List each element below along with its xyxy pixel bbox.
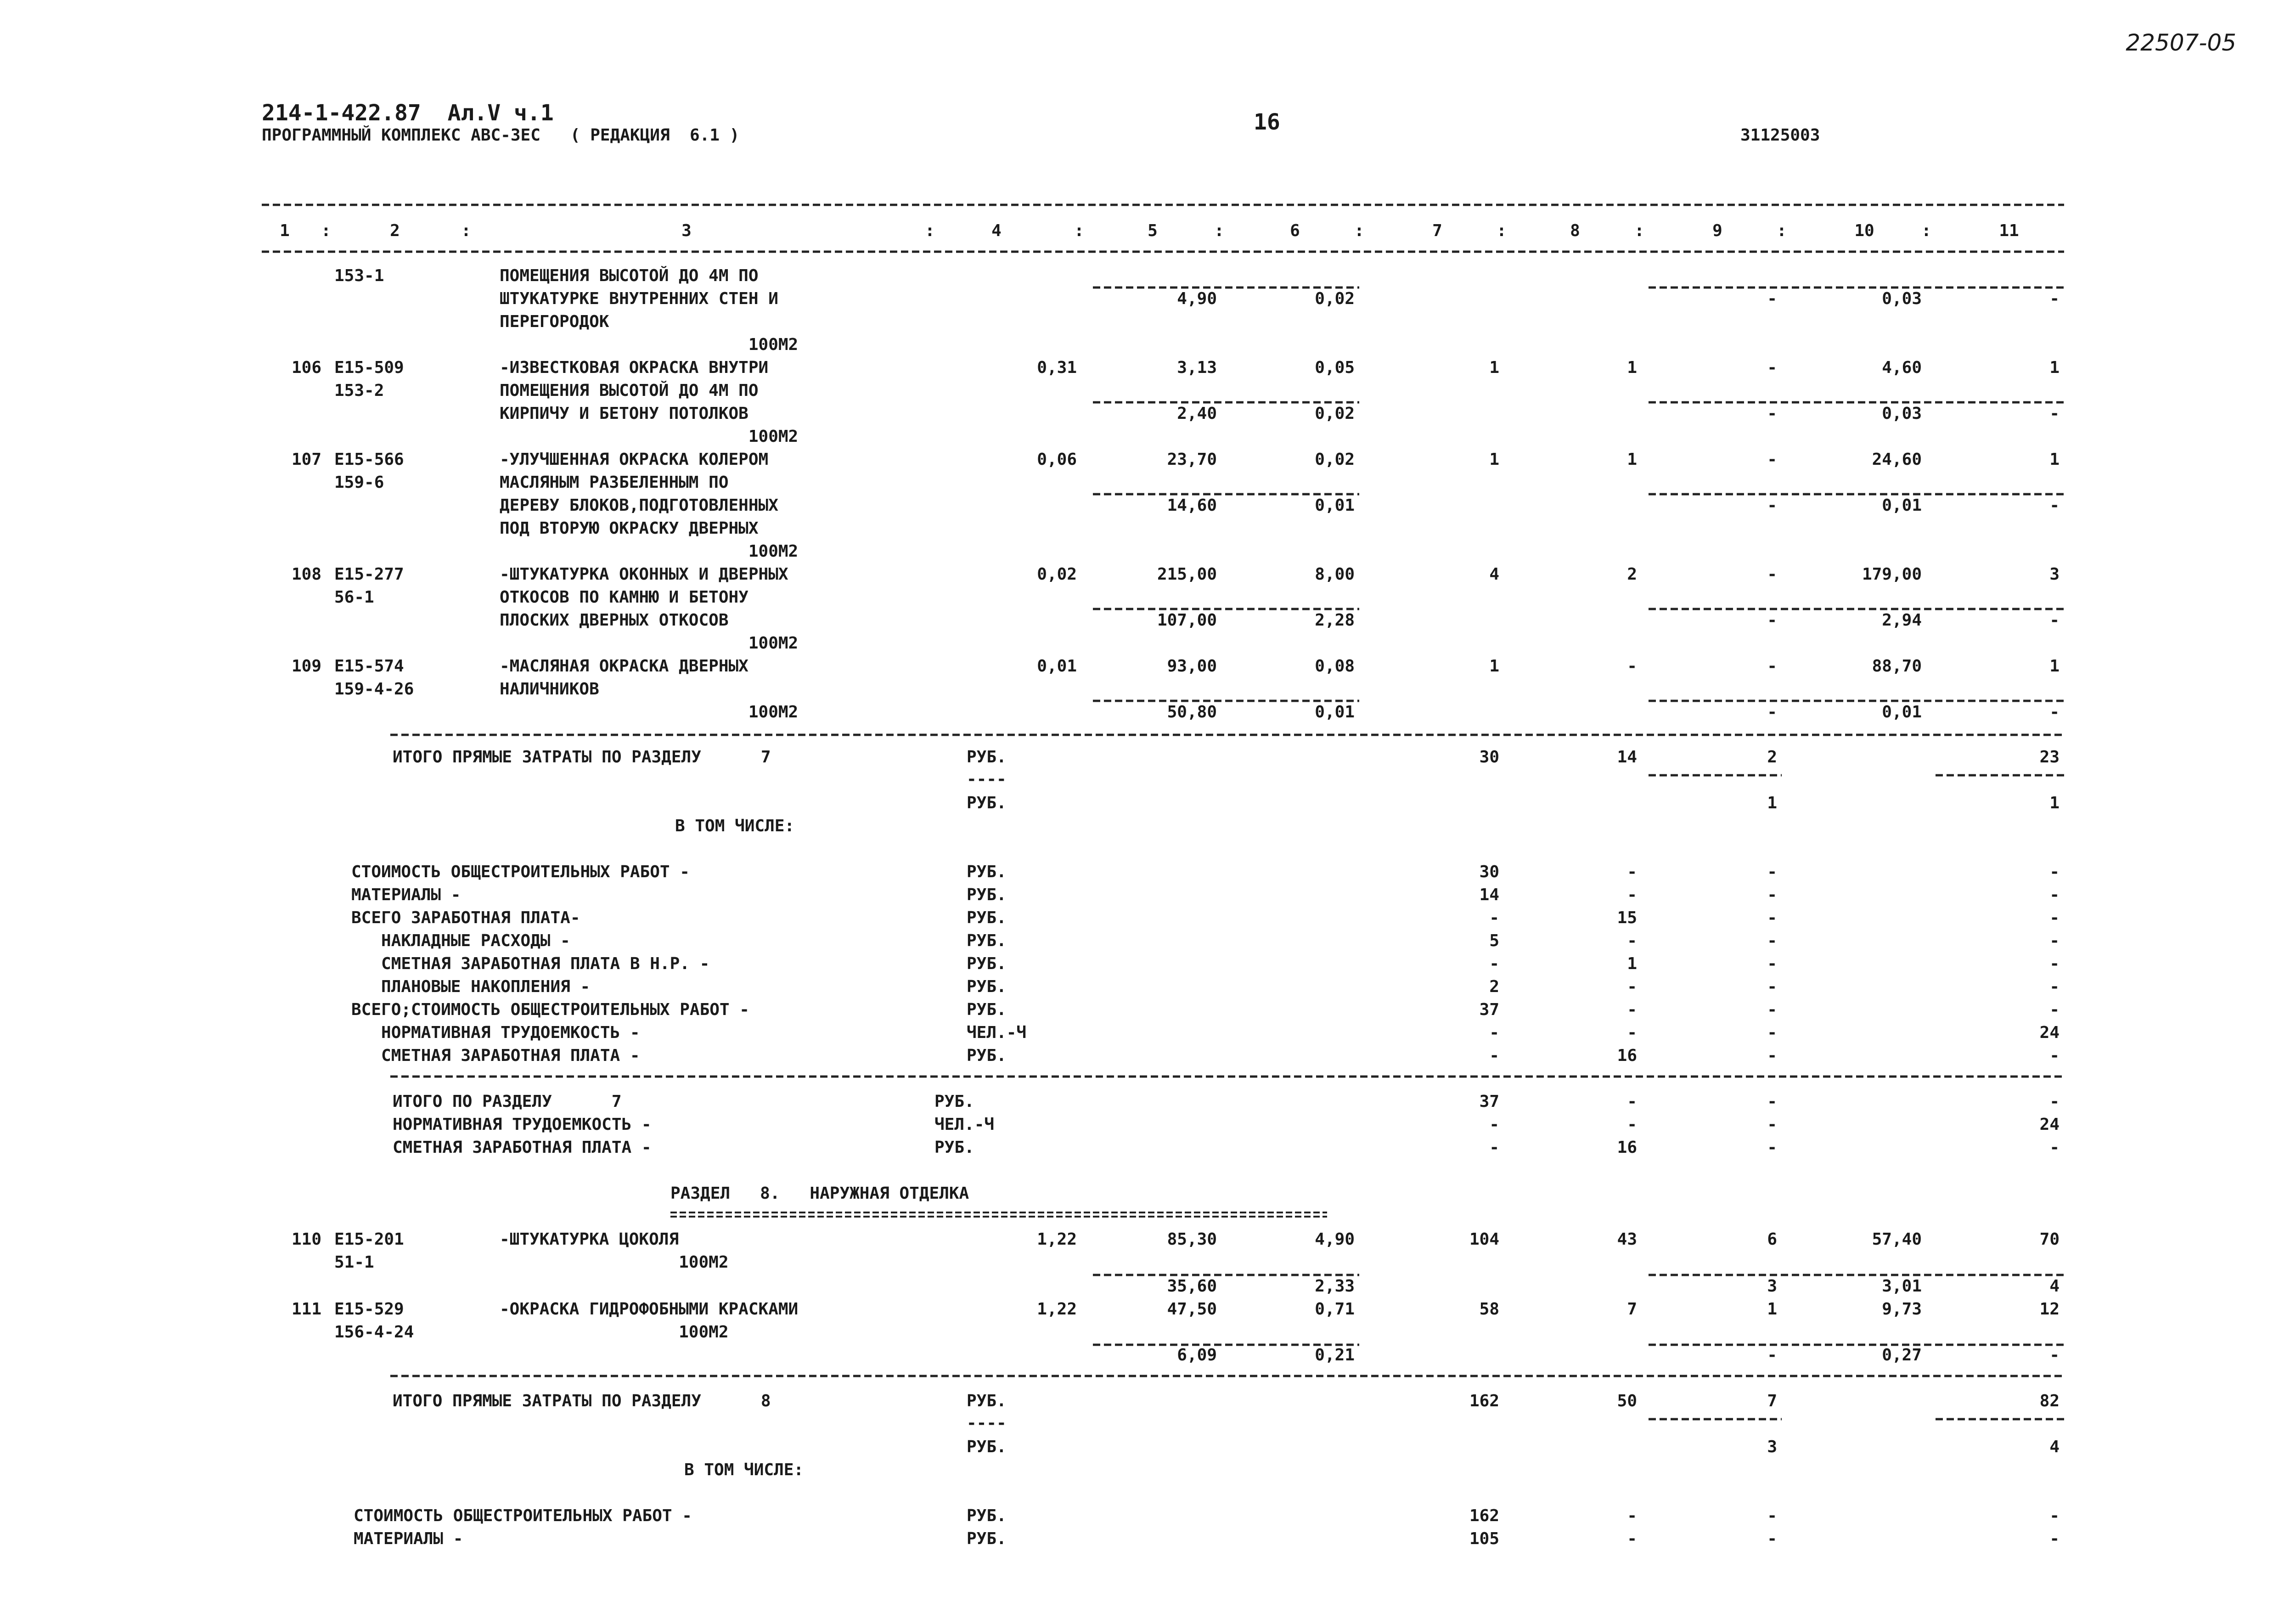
breakdown-c7: -	[1489, 1046, 1499, 1065]
breakdown-c11: 24	[2039, 1023, 2060, 1042]
column-header-7: 7	[1432, 221, 1442, 240]
table-row-c11: -	[2049, 496, 2060, 515]
column-separator: :	[1921, 221, 1931, 240]
table-row-c6: 0,05	[1315, 358, 1355, 377]
table-row-c6: 2,33	[1315, 1277, 1355, 1296]
breakdown-c11: -	[2049, 954, 2060, 973]
breakdown-c9: -	[1767, 1000, 1777, 1019]
table-row-number: 107	[291, 450, 321, 469]
breakdown-c8: -	[1627, 931, 1637, 950]
breakdown-c11: -	[2049, 931, 2060, 950]
table-row-description: -УЛУЧШЕННАЯ ОКРАСКА КОЛЕРОМ	[500, 450, 769, 469]
table-row-c9: 3	[1767, 1277, 1777, 1296]
table-row-c10: 0,27	[1882, 1346, 1922, 1365]
column-header-2: 2	[390, 221, 400, 240]
handwritten-code: 22507-05	[2126, 29, 2236, 56]
breakdown-label: СМЕТНАЯ ЗАРАБОТНАЯ ПЛАТА -	[351, 1046, 640, 1065]
table-row-c8: -	[1627, 657, 1637, 676]
table-row-c6: 0,08	[1315, 657, 1355, 676]
column-separator: :	[1354, 221, 1364, 240]
column-header-5: 5	[1148, 221, 1158, 240]
table-row-description: ПЛОСКИХ ДВЕРНЫХ ОТКОСОВ	[500, 611, 729, 630]
table-row-c10: 9,73	[1882, 1300, 1922, 1319]
including-label: В ТОМ ЧИСЛЕ:	[684, 1460, 804, 1479]
breakdown-c7: -	[1489, 908, 1499, 927]
breakdown-c7: 162	[1469, 1506, 1499, 1525]
table-row-c11: 1	[2049, 657, 2060, 676]
unit: РУБ.	[967, 1046, 1007, 1065]
section-title: РАЗДЕЛ 8. НАРУЖНАЯ ОТДЕЛКА	[670, 1184, 969, 1203]
table-row-code: 159-4-26	[334, 680, 414, 699]
table-row-code: 51-1	[334, 1253, 374, 1272]
column-separator: :	[1777, 221, 1787, 240]
table-row-c8: 2	[1627, 565, 1637, 584]
table-row-number: 110	[291, 1230, 321, 1249]
section-total-c11: 24	[2039, 1115, 2060, 1134]
unit: ЧЕЛ.-Ч	[934, 1115, 995, 1134]
table-row-c6: 2,28	[1315, 611, 1355, 630]
breakdown-c7: 2	[1489, 977, 1499, 996]
total-c7: 162	[1469, 1392, 1499, 1410]
section-total-c9: -	[1767, 1115, 1777, 1134]
total-c7: 30	[1479, 748, 1499, 767]
table-row-c6: 0,21	[1315, 1346, 1355, 1365]
table-row-c7: 104	[1469, 1230, 1499, 1249]
column-header-11: 11	[1999, 221, 2019, 240]
unit: РУБ.	[967, 885, 1007, 904]
table-row-c9: -	[1767, 1346, 1777, 1365]
table-row-c4: 1,22	[1037, 1230, 1077, 1249]
section-total-c11: -	[2049, 1138, 2060, 1157]
breakdown-c9: -	[1767, 954, 1777, 973]
table-row-code: 159-6	[334, 473, 384, 492]
breakdown-c7: 105	[1469, 1529, 1499, 1548]
table-row-description: -ШТУКАТУРКА ЦОКОЛЯ	[500, 1230, 679, 1249]
table-row-c5: 215,00	[1157, 565, 1217, 584]
breakdown-c11: -	[2049, 1529, 2060, 1548]
table-row-description: ПЕРЕГОРОДОК	[500, 312, 609, 331]
table-row-c5: 85,30	[1167, 1230, 1217, 1249]
breakdown-c8: 1	[1627, 954, 1637, 973]
including-label: В ТОМ ЧИСЛЕ:	[675, 817, 795, 835]
breakdown-c7: 5	[1489, 931, 1499, 950]
breakdown-c7: 37	[1479, 1000, 1499, 1019]
table-row-c7: 1	[1489, 358, 1499, 377]
section-total-c7: 37	[1479, 1092, 1499, 1111]
table-row-c7: 4	[1489, 565, 1499, 584]
table-row-number: 111	[291, 1300, 321, 1319]
table-row-description: МАСЛЯНЫМ РАЗБЕЛЕННЫМ ПО	[500, 473, 729, 492]
unit: РУБ.	[967, 863, 1007, 881]
table-row-c8: 1	[1627, 450, 1637, 469]
table-row-description: 100М2	[500, 1323, 729, 1342]
table-row-code: 56-1	[334, 588, 374, 607]
unit-dash: ----	[967, 770, 1007, 789]
table-row-c5: 50,80	[1167, 703, 1217, 722]
breakdown-c8: -	[1627, 1529, 1637, 1548]
table-row-c6: 4,90	[1315, 1230, 1355, 1249]
table-row-c9: -	[1767, 289, 1777, 308]
unit: ЧЕЛ.-Ч	[967, 1023, 1027, 1042]
column-separator: :	[461, 221, 471, 240]
table-row-c6: 0,02	[1315, 289, 1355, 308]
section-total-c8: 16	[1617, 1138, 1637, 1157]
column-separator: :	[1074, 221, 1084, 240]
table-row-c4: 0,02	[1037, 565, 1077, 584]
section-total-c9: -	[1767, 1138, 1777, 1157]
section-total-label: НОРМАТИВНАЯ ТРУДОЕМКОСТЬ -	[393, 1115, 652, 1134]
table-row-code: Е15-566	[334, 450, 404, 469]
unit: РУБ.	[934, 1138, 974, 1157]
table-row-c9: -	[1767, 496, 1777, 515]
table-row-c6: 0,01	[1315, 703, 1355, 722]
breakdown-c8: 16	[1617, 1046, 1637, 1065]
table-row-c5: 93,00	[1167, 657, 1217, 676]
table-row-c11: 4	[2049, 1277, 2060, 1296]
table-row-c10: 0,03	[1882, 289, 1922, 308]
table-row-description: КИРПИЧУ И БЕТОНУ ПОТОЛКОВ	[500, 404, 748, 423]
column-header-4: 4	[991, 221, 1002, 240]
breakdown-c8: -	[1627, 1506, 1637, 1525]
total-c8: 14	[1617, 748, 1637, 767]
breakdown-label: ПЛАНОВЫЕ НАКОПЛЕНИЯ -	[351, 977, 591, 996]
table-row-description: -ОКРАСКА ГИДРОФОБНЫМИ КРАСКАМИ	[500, 1300, 799, 1319]
breakdown-label: СМЕТНАЯ ЗАРАБОТНАЯ ПЛАТА В Н.Р. -	[351, 954, 710, 973]
table-row-c6: 8,00	[1315, 565, 1355, 584]
table-row-description: 100М2	[500, 1253, 729, 1272]
section-total-label: ИТОГО ПО РАЗДЕЛУ 7	[393, 1092, 622, 1111]
unit: РУБ.	[967, 1000, 1007, 1019]
table-row-description: ПОМЕЩЕНИЯ ВЫСОТОЙ ДО 4М ПО	[500, 381, 759, 400]
table-row-c8: 43	[1617, 1230, 1637, 1249]
table-row-c6: 0,02	[1315, 404, 1355, 423]
breakdown-c11: -	[2049, 977, 2060, 996]
table-row-c11: 3	[2049, 565, 2060, 584]
table-row-c5: 107,00	[1157, 611, 1217, 630]
unit: РУБ.	[967, 908, 1007, 927]
column-separator: :	[1634, 221, 1644, 240]
table-row-c11: 70	[2039, 1230, 2060, 1249]
total-c11: 23	[2039, 748, 2060, 767]
table-row-code: Е15-509	[334, 358, 404, 377]
table-row-number: 108	[291, 565, 321, 584]
section-total-c7: -	[1489, 1138, 1499, 1157]
breakdown-c7: 14	[1479, 885, 1499, 904]
table-row-c5: 2,40	[1177, 404, 1217, 423]
table-row-number: 106	[291, 358, 321, 377]
total-c9: 2	[1767, 748, 1777, 767]
table-row-code: 156-4-24	[334, 1323, 414, 1342]
program-title: ПРОГРАММНЫЙ КОМПЛЕКС АВС-3ЕС ( РЕДАКЦИЯ 6.1 )	[262, 126, 740, 145]
column-header-9: 9	[1712, 221, 1722, 240]
table-row-description: 100М2	[500, 542, 799, 561]
breakdown-label: НАКЛАДНЫЕ РАСХОДЫ -	[351, 931, 570, 950]
breakdown-c7: -	[1489, 954, 1499, 973]
table-row-c5: 3,13	[1177, 358, 1217, 377]
column-separator: :	[925, 221, 935, 240]
unit: РУБ.	[967, 1506, 1007, 1525]
table-row-c10: 57,40	[1872, 1230, 1922, 1249]
table-row-c6: 0,01	[1315, 496, 1355, 515]
column-header-6: 6	[1290, 221, 1300, 240]
table-row-c11: -	[2049, 404, 2060, 423]
table-row-c10: 0,01	[1882, 496, 1922, 515]
breakdown-c7: 30	[1479, 863, 1499, 881]
table-row-c5: 6,09	[1177, 1346, 1217, 1365]
table-row-description: ПОД ВТОРУЮ ОКРАСКУ ДВЕРНЫХ	[500, 519, 759, 538]
column-header-8: 8	[1570, 221, 1580, 240]
page-number: 16	[1254, 109, 1280, 135]
column-separator: :	[1497, 221, 1507, 240]
section-total-label: СМЕТНАЯ ЗАРАБОТНАЯ ПЛАТА -	[393, 1138, 652, 1157]
table-row-description: ПОМЕЩЕНИЯ ВЫСОТОЙ ДО 4М ПО	[500, 266, 759, 285]
table-row-c6: 0,71	[1315, 1300, 1355, 1319]
section-total-c11: -	[2049, 1092, 2060, 1111]
breakdown-c9: -	[1767, 863, 1777, 881]
breakdown-c8: 15	[1617, 908, 1637, 927]
breakdown-c9: -	[1767, 1529, 1777, 1548]
breakdown-c8: -	[1627, 1000, 1637, 1019]
table-row-c10: 0,01	[1882, 703, 1922, 722]
breakdown-c8: -	[1627, 977, 1637, 996]
table-row-c9: -	[1767, 611, 1777, 630]
section-total-c7: -	[1489, 1115, 1499, 1134]
table-row-c9: -	[1767, 450, 1777, 469]
table-row-c11: -	[2049, 611, 2060, 630]
table-row-description: ШТУКАТУРКЕ ВНУТРЕННИХ СТЕН И	[500, 289, 778, 308]
section-total-c8: -	[1627, 1092, 1637, 1111]
table-row-description: 100М2	[500, 703, 799, 722]
table-row-c6: 0,02	[1315, 450, 1355, 469]
unit: РУБ.	[967, 794, 1007, 812]
table-row-description: -ШТУКАТУРКА ОКОННЫХ И ДВЕРНЫХ	[500, 565, 788, 584]
table-row-c10: 4,60	[1882, 358, 1922, 377]
table-row-description: ДЕРЕВУ БЛОКОВ,ПОДГОТОВЛЕННЫХ	[500, 496, 778, 515]
total-c11: 82	[2039, 1392, 2060, 1410]
table-row-c5: 4,90	[1177, 289, 1217, 308]
breakdown-c9: -	[1767, 1506, 1777, 1525]
breakdown-c9: -	[1767, 1046, 1777, 1065]
breakdown-label: СТОИМОСТЬ ОБЩЕСТРОИТЕЛЬНЫХ РАБОТ -	[351, 863, 690, 881]
unit: РУБ.	[934, 1092, 974, 1111]
total-c11-extra: 4	[2049, 1438, 2060, 1456]
table-row-c4: 0,06	[1037, 450, 1077, 469]
table-row-description: НАЛИЧНИКОВ	[500, 680, 599, 699]
total-c11-extra: 1	[2049, 794, 2060, 812]
table-row-code: Е15-201	[334, 1230, 404, 1249]
total-c9: 7	[1767, 1392, 1777, 1410]
table-row-c5: 23,70	[1167, 450, 1217, 469]
table-row-description: ОТКОСОВ ПО КАМНЮ И БЕТОНУ	[500, 588, 748, 607]
unit: РУБ.	[967, 1529, 1007, 1548]
table-row-description: 100М2	[500, 427, 799, 446]
table-row-c11: 1	[2049, 358, 2060, 377]
unit: РУБ.	[967, 1392, 1007, 1410]
table-row-c11: 12	[2039, 1300, 2060, 1319]
table-row-c10: 24,60	[1872, 450, 1922, 469]
breakdown-c9: -	[1767, 977, 1777, 996]
breakdown-c9: -	[1767, 931, 1777, 950]
table-row-c9: -	[1767, 565, 1777, 584]
total-c8: 50	[1617, 1392, 1637, 1410]
breakdown-c9: -	[1767, 1023, 1777, 1042]
breakdown-c7: -	[1489, 1023, 1499, 1042]
table-row-c11: -	[2049, 1346, 2060, 1365]
unit: РУБ.	[967, 954, 1007, 973]
table-row-c10: 3,01	[1882, 1277, 1922, 1296]
breakdown-label: ВСЕГО ЗАРАБОТНАЯ ПЛАТА-	[351, 908, 580, 927]
unit: РУБ.	[967, 748, 1007, 767]
table-row-c10: 2,94	[1882, 611, 1922, 630]
table-row-c4: 1,22	[1037, 1300, 1077, 1319]
document-number: 31125003	[1740, 126, 1820, 145]
table-row-c7: 1	[1489, 657, 1499, 676]
section-total-c9: -	[1767, 1092, 1777, 1111]
breakdown-label: МАТЕРИАЛЫ -	[354, 1529, 463, 1548]
table-row-c8: 7	[1627, 1300, 1637, 1319]
table-row-number: 109	[291, 657, 321, 676]
column-header-10: 10	[1854, 221, 1874, 240]
table-row-c9: 1	[1767, 1300, 1777, 1319]
table-row-c11: -	[2049, 703, 2060, 722]
breakdown-label: НОРМАТИВНАЯ ТРУДОЕМКОСТЬ -	[351, 1023, 640, 1042]
direct-costs-label: ИТОГО ПРЯМЫЕ ЗАТРАТЫ ПО РАЗДЕЛУ 7	[393, 748, 771, 767]
table-row-code: Е15-277	[334, 565, 404, 584]
column-header-3: 3	[681, 221, 692, 240]
total-c9-extra: 1	[1767, 794, 1777, 812]
document-code: 214-1-422.87 Ал.V ч.1	[262, 100, 554, 126]
breakdown-c11: -	[2049, 1046, 2060, 1065]
table-row-c8: 1	[1627, 358, 1637, 377]
table-row-c10: 179,00	[1862, 565, 1922, 584]
table-row-code: Е15-574	[334, 657, 404, 676]
direct-costs-label: ИТОГО ПРЯМЫЕ ЗАТРАТЫ ПО РАЗДЕЛУ 8	[393, 1392, 771, 1410]
table-row-c9: -	[1767, 657, 1777, 676]
table-row-code: 153-1	[334, 266, 384, 285]
breakdown-c11: -	[2049, 1506, 2060, 1525]
table-row-c9: 6	[1767, 1230, 1777, 1249]
table-row-c11: -	[2049, 289, 2060, 308]
table-row-c9: -	[1767, 404, 1777, 423]
table-row-description: 100М2	[500, 335, 799, 354]
table-row-description: -МАСЛЯНАЯ ОКРАСКА ДВЕРНЫХ	[500, 657, 748, 676]
column-separator: :	[1214, 221, 1224, 240]
breakdown-c9: -	[1767, 885, 1777, 904]
breakdown-c11: -	[2049, 908, 2060, 927]
breakdown-c11: -	[2049, 1000, 2060, 1019]
table-row-c4: 0,01	[1037, 657, 1077, 676]
table-row-c4: 0,31	[1037, 358, 1077, 377]
table-row-c5: 35,60	[1167, 1277, 1217, 1296]
table-row-code: 153-2	[334, 381, 384, 400]
table-row-c5: 47,50	[1167, 1300, 1217, 1319]
table-row-c10: 0,03	[1882, 404, 1922, 423]
breakdown-label: ВСЕГО;СТОИМОСТЬ ОБЩЕСТРОИТЕЛЬНЫХ РАБОТ -	[351, 1000, 749, 1019]
table-row-c10: 88,70	[1872, 657, 1922, 676]
table-row-c9: -	[1767, 703, 1777, 722]
table-row-c9: -	[1767, 358, 1777, 377]
breakdown-c9: -	[1767, 908, 1777, 927]
table-row-c11: 1	[2049, 450, 2060, 469]
section-total-c8: -	[1627, 1115, 1637, 1134]
unit-dash: ----	[967, 1414, 1007, 1432]
breakdown-c11: -	[2049, 885, 2060, 904]
breakdown-c8: -	[1627, 1023, 1637, 1042]
breakdown-label: СТОИМОСТЬ ОБЩЕСТРОИТЕЛЬНЫХ РАБОТ -	[354, 1506, 692, 1525]
breakdown-c8: -	[1627, 885, 1637, 904]
column-header-1: 1	[280, 221, 290, 240]
breakdown-c8: -	[1627, 863, 1637, 881]
table-row-c5: 14,60	[1167, 496, 1217, 515]
unit: РУБ.	[967, 977, 1007, 996]
table-row-code: Е15-529	[334, 1300, 404, 1319]
unit: РУБ.	[967, 931, 1007, 950]
breakdown-label: МАТЕРИАЛЫ -	[351, 885, 461, 904]
table-row-c7: 1	[1489, 450, 1499, 469]
unit: РУБ.	[967, 1438, 1007, 1456]
table-row-description: -ИЗВЕСТКОВАЯ ОКРАСКА ВНУТРИ	[500, 358, 769, 377]
breakdown-c11: -	[2049, 863, 2060, 881]
total-c9-extra: 3	[1767, 1438, 1777, 1456]
table-row-c7: 58	[1479, 1300, 1499, 1319]
table-row-description: 100М2	[500, 634, 799, 653]
column-separator: :	[321, 221, 331, 240]
